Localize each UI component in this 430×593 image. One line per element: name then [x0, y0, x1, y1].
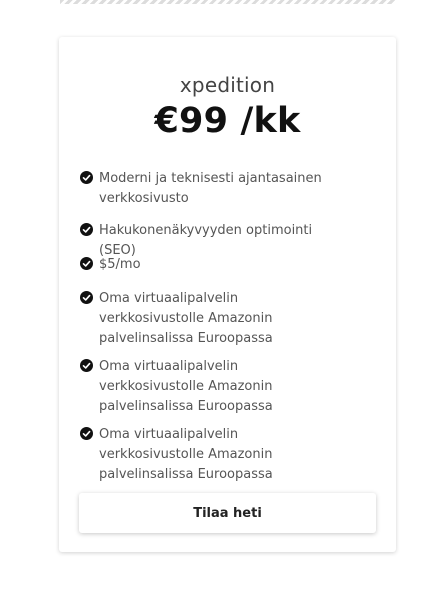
feature-text: Oma virtuaalipalvelin verkkosivustolle Amazonin palvelinsalissa Euroopassa [99, 291, 273, 346]
feature-text: Oma virtuaalipalvelin verkkosivustolle Amazonin palvelinsalissa Euroopassa [99, 359, 273, 414]
check-circle-icon [80, 359, 93, 372]
order-now-button[interactable]: Tilaa heti [79, 493, 376, 533]
check-circle-icon [80, 223, 93, 236]
check-circle-icon [80, 171, 93, 184]
feature-text: $5/mo [99, 257, 141, 272]
feature-text: Hakukonenäkyvyyden optimointi (SEO) [99, 223, 313, 258]
plan-name: xpedition [179, 73, 276, 97]
feature-text: Oma virtuaalipalvelin verkkosivustolle Amazonin palvelinsalissa Euroopassa [99, 427, 273, 482]
plan-price: €99 /kk [154, 101, 301, 141]
feature-item [80, 169, 340, 209]
feature-text: Moderni ja teknisesti ajantasainen verkkosivusto [99, 171, 322, 206]
feature-item [80, 255, 340, 275]
feature-item [80, 289, 340, 349]
check-circle-icon [80, 257, 93, 270]
check-circle-icon [80, 291, 93, 304]
pricing-card [59, 37, 396, 552]
top-divider [60, 0, 395, 4]
check-circle-icon [80, 427, 93, 440]
feature-item [80, 357, 340, 417]
feature-item [80, 425, 340, 485]
